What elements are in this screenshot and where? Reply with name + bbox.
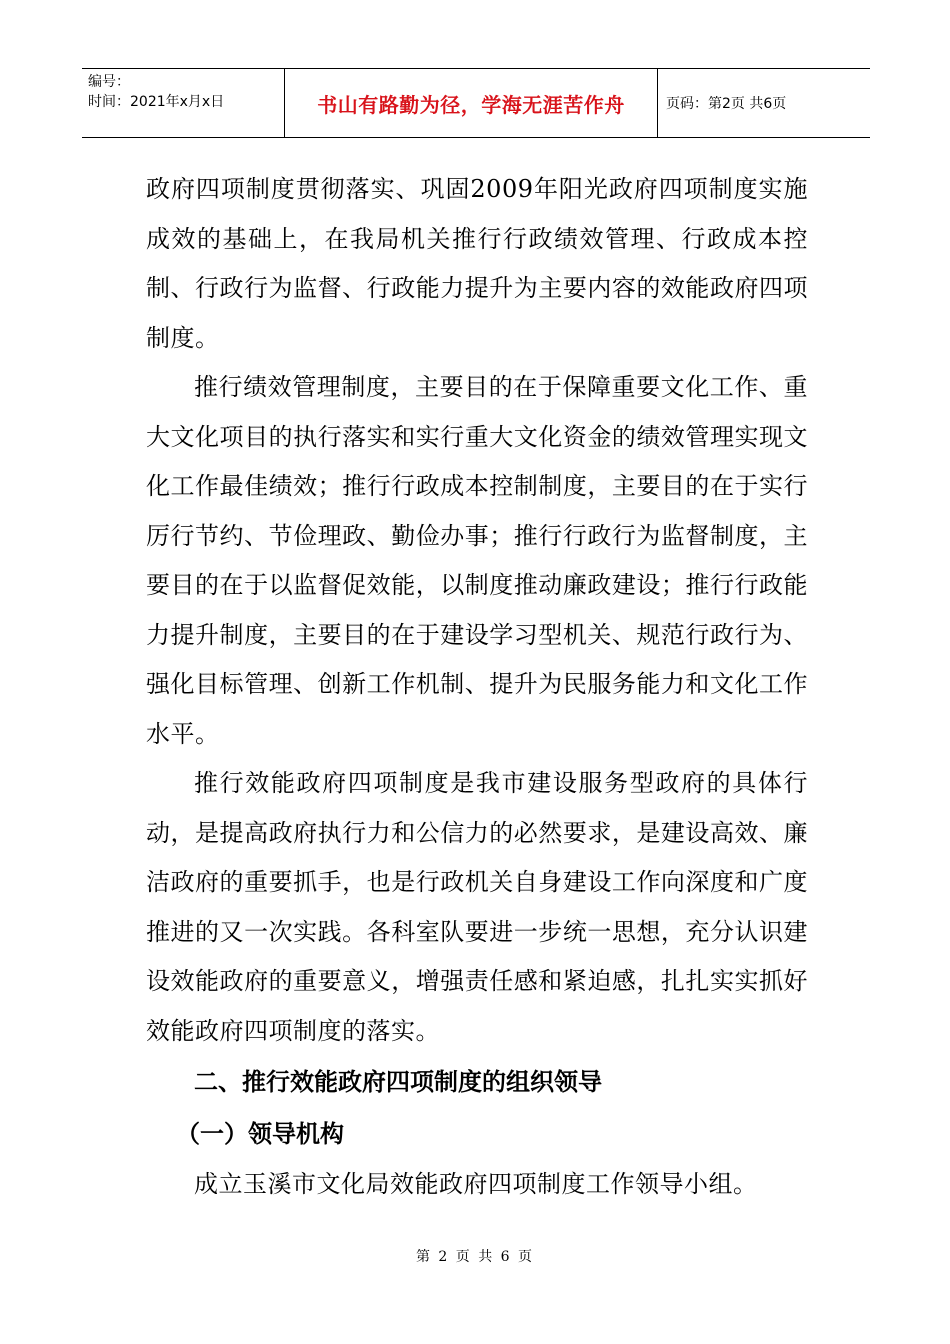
body-paragraph-4: 成立玉溪市文化局效能政府四项制度工作领导小组。 (194, 1170, 758, 1198)
header-meta (82, 69, 284, 137)
document-time-label: 时间：2021年x月x日 (88, 94, 225, 110)
header-page-info: 页码：第2页 共6页 (666, 96, 787, 112)
section-heading: 二、推行效能政府四项制度的组织领导 (194, 1068, 602, 1096)
body-paragraph-2: 推行绩效管理制度，主要目的在于保障重要文化工作、重大文化项目的执行落实和实行重大文化资金的绩效管理实现文化工作最佳绩效；推行行政成本控制制度，主要目的在于实行厉行节约、节俭理政、勤俭办事；推行行政行为监督制度，主要目的在于以监督促效能，以制度推动廉政建设；推行行政能力提升制度，主要目的在于建设学习型机关、规范行政行为、强化目标管理、创新工作机制、提升为民服务能力和文化工作水平。 (146, 373, 808, 748)
document-body (146, 165, 808, 1210)
header-motto: 书山有路勤为径，学海无涯苦作舟 (284, 69, 658, 137)
body-paragraph-3: 推行效能政府四项制度是我市建设服务型政府的具体行动，是提高政府执行力和公信力的必然要求，是建设高效、廉洁政府的重要抓手，也是行政机关自身建设工作向深度和广度推进的又一次实践。各科室队要进一步统一思想，充分认识建设效能政府的重要意义，增强责任感和紧迫感，扎扎实实抓好效能政府四项制度的落实。 (146, 769, 808, 1045)
subsection-heading: （一）领导机构 (176, 1120, 344, 1148)
page-header (82, 68, 870, 138)
document-number-label: 编号： (88, 74, 130, 90)
page-footer: 第 2 页 共 6 页 (415, 1249, 535, 1265)
body-paragraph-1: 政府四项制度贯彻落实、巩固2009年阳光政府四项制度实施成效的基础上，在我局机关推行行政绩效管理、行政成本控制、行政行为监督、行政能力提升为主要内容的效能政府四项制度。 (146, 175, 808, 352)
